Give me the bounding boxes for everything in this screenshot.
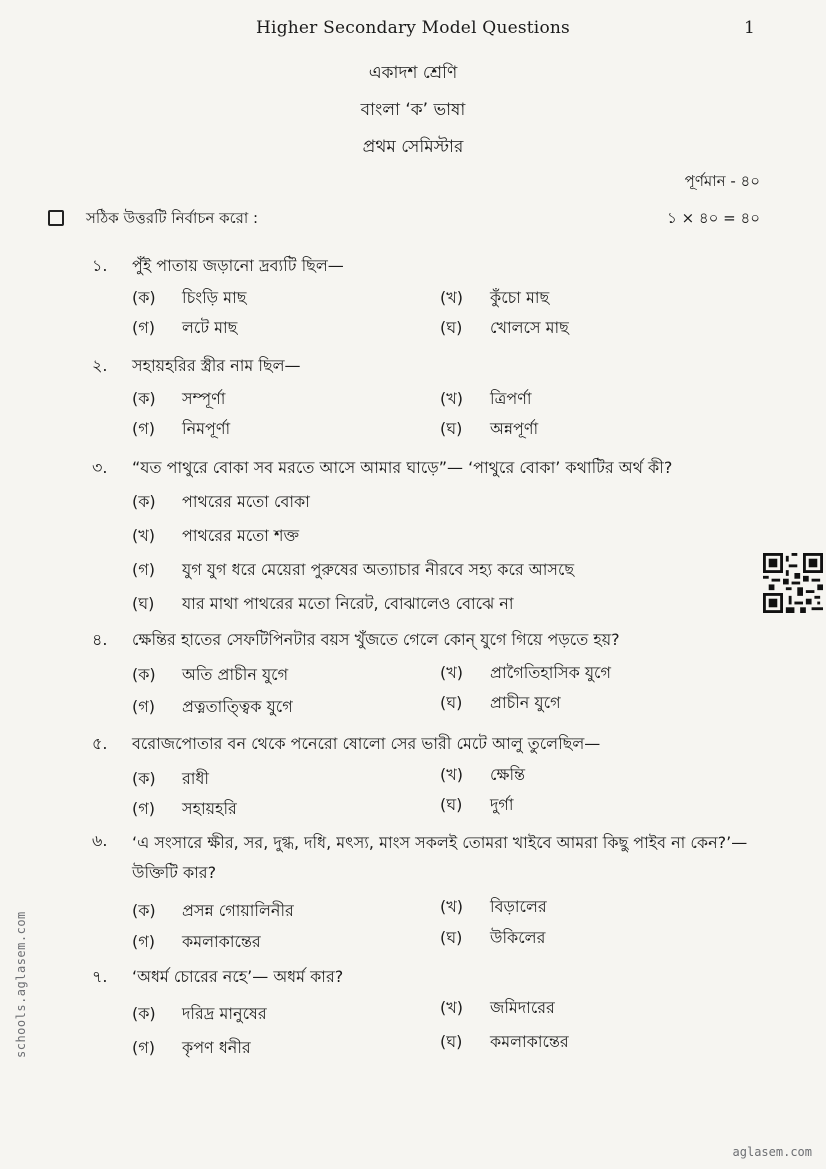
option-text: প্রাগৈতিহাসিক যুগে	[490, 663, 611, 682]
option-label: (ক)	[132, 769, 156, 788]
option-text: রাধী	[182, 769, 209, 788]
option-ga	[132, 315, 237, 342]
option-gha	[440, 925, 545, 952]
option-label: (ক)	[132, 492, 156, 511]
option-ga	[132, 694, 293, 721]
option-text: খোলসে মাছ	[490, 318, 569, 337]
option-text: পাথরের মতো বোকা	[182, 492, 310, 511]
option-label: (ঘ)	[440, 318, 463, 337]
option-label: (গ)	[132, 697, 155, 716]
option-ga	[132, 1035, 251, 1062]
question-text: বরোজপোতার বন থেকে পনেরো ষোলো সের ভারী মেটে আলু তুলেছিল—	[132, 734, 601, 753]
option-ka	[132, 766, 209, 793]
section-header	[48, 207, 760, 231]
option-label: (ঘ)	[132, 594, 155, 613]
question-number: ২.	[92, 356, 108, 375]
option-ka	[132, 386, 225, 413]
option-kha	[440, 762, 525, 789]
question-number: ৬.	[92, 831, 108, 850]
paper-title: Higher Secondary Model Questions	[256, 18, 570, 38]
option-label: (ক)	[132, 389, 156, 408]
option-text: নিমপূর্ণা	[182, 419, 231, 438]
option-ka	[132, 662, 288, 689]
option-ka	[132, 1001, 267, 1028]
option-text: অতি প্রাচীন যুগে	[182, 665, 289, 684]
option-ka	[132, 489, 310, 516]
option-text: যুগ যুগ ধরে মেয়েরা পুরুষের অত্যাচার নীরবে সহ্য করে আসছে	[182, 560, 575, 579]
question-text: পুঁই পাতায় জড়ানো দ্রব্যটি ছিল—	[132, 256, 344, 275]
option-label: (খ)	[440, 897, 463, 916]
option-text: সহায়হরি	[182, 799, 237, 818]
full-marks: পূর্ণমান - ৪০	[684, 172, 760, 190]
option-label: (গ)	[132, 419, 155, 438]
option-text: কমলাকান্তের	[490, 1032, 569, 1051]
option-ka	[132, 285, 246, 312]
option-label: (ঘ)	[440, 795, 463, 814]
question-text: ক্ষেন্তির হাতের সেফটিপিনটার বয়স খুঁজতে গেলে কোন্ যুগে গিয়ে পড়তে হয়?	[132, 630, 620, 649]
question-number: ৩.	[92, 458, 108, 477]
question-number: ৭.	[92, 967, 108, 986]
option-label: (খ)	[440, 663, 463, 682]
option-gha	[132, 591, 513, 618]
option-text: পাথরের মতো শক্ত	[182, 526, 300, 545]
option-label: (ক)	[132, 665, 156, 684]
option-label: (ঘ)	[440, 1032, 463, 1051]
option-kha	[132, 523, 299, 550]
side-watermark: schools.aglasem.com	[14, 911, 28, 1058]
page-number: 1	[744, 18, 755, 38]
option-text: দুর্গা	[490, 795, 514, 814]
question-text: “যত পাথুরে বোকা সব মরতে আসে আমার ঘাড়ে”— ‘পাথুরে বোকা’ কথাটির অর্থ কী?	[132, 458, 673, 477]
subject-heading: বাংলা ‘ক’ ভাষা	[360, 100, 466, 120]
option-gha	[440, 416, 538, 443]
option-text: চিংড়ি মাছ	[182, 288, 247, 307]
option-ga	[132, 796, 237, 823]
option-text: প্রত্নতাত্ত্বিক যুগে	[182, 697, 293, 716]
semester-heading: প্রথম সেমিস্টার	[362, 137, 464, 157]
option-ka	[132, 898, 294, 925]
option-label: (খ)	[132, 526, 155, 545]
option-kha	[440, 894, 547, 921]
option-gha	[440, 1029, 569, 1056]
option-text: অন্নপূর্ণা	[490, 419, 539, 438]
option-label: (গ)	[132, 799, 155, 818]
section-instruction: সঠিক উত্তরটি নির্বাচন করো :	[86, 209, 259, 227]
option-text: ক্ষেন্তি	[490, 765, 526, 784]
option-ga	[132, 416, 230, 443]
bottom-watermark: aglasem.com	[732, 1145, 812, 1159]
option-label: (খ)	[440, 998, 463, 1017]
option-text: উকিলের	[490, 928, 546, 947]
option-text: প্রসন্ন গোয়ালিনীর	[182, 901, 294, 920]
question-number: ৪.	[92, 630, 108, 649]
option-label: (খ)	[440, 765, 463, 784]
option-ga	[132, 557, 574, 584]
option-text: জমিদারের	[490, 998, 555, 1017]
option-text: বিড়ালের	[490, 897, 547, 916]
section-marks: ১ × ৪০ = ৪০	[667, 209, 760, 227]
option-label: (গ)	[132, 318, 155, 337]
option-label: (খ)	[440, 389, 463, 408]
option-label: (গ)	[132, 560, 155, 579]
option-label: (খ)	[440, 288, 463, 307]
option-text: যার মাথা পাথরের মতো নিরেট, বোঝালেও বোঝে না	[182, 594, 514, 613]
qr-code-icon	[763, 553, 823, 613]
option-kha	[440, 285, 549, 312]
option-label: (গ)	[132, 932, 155, 951]
question-text: ‘এ সংসারে ক্ষীর, সর, দুগ্ধ, দধি, মৎস্য, মাংস সকলই তোমরা খাইবে আমরা কিছু পাইব না কেন?’— উক্তিটি কার?	[132, 833, 748, 882]
option-label: (ঘ)	[440, 928, 463, 947]
option-gha	[440, 315, 569, 342]
checkbox-icon	[48, 210, 64, 226]
option-kha	[440, 386, 532, 413]
option-label: (ক)	[132, 288, 156, 307]
option-label: (ক)	[132, 1004, 156, 1023]
question-number: ৫.	[92, 734, 108, 753]
question-number: ১.	[92, 256, 108, 275]
class-heading: একাদশ শ্রেণি	[368, 63, 458, 83]
option-text: সম্পূর্ণা	[182, 389, 226, 408]
option-gha	[440, 792, 514, 819]
option-kha	[440, 995, 555, 1022]
option-text: কৃপণ ধনীর	[182, 1038, 251, 1057]
option-label: (ঘ)	[440, 693, 463, 712]
option-ga	[132, 929, 261, 956]
option-text: কুঁচো মাছ	[490, 288, 550, 307]
option-gha	[440, 690, 561, 717]
option-text: লটে মাছ	[182, 318, 238, 337]
question-text: ‘অধর্ম চোরের নহে’— অধর্ম কার?	[132, 967, 344, 986]
option-kha	[440, 660, 611, 687]
option-label: (গ)	[132, 1038, 155, 1057]
question-text: সহায়হরির স্ত্রীর নাম ছিল—	[132, 356, 301, 375]
option-label: (ক)	[132, 901, 156, 920]
option-label: (ঘ)	[440, 419, 463, 438]
option-text: প্রাচীন যুগে	[490, 693, 561, 712]
option-text: ত্রিপর্ণা	[490, 389, 532, 408]
option-text: কমলাকান্তের	[182, 932, 261, 951]
option-text: দরিদ্র মানুষের	[182, 1004, 267, 1023]
